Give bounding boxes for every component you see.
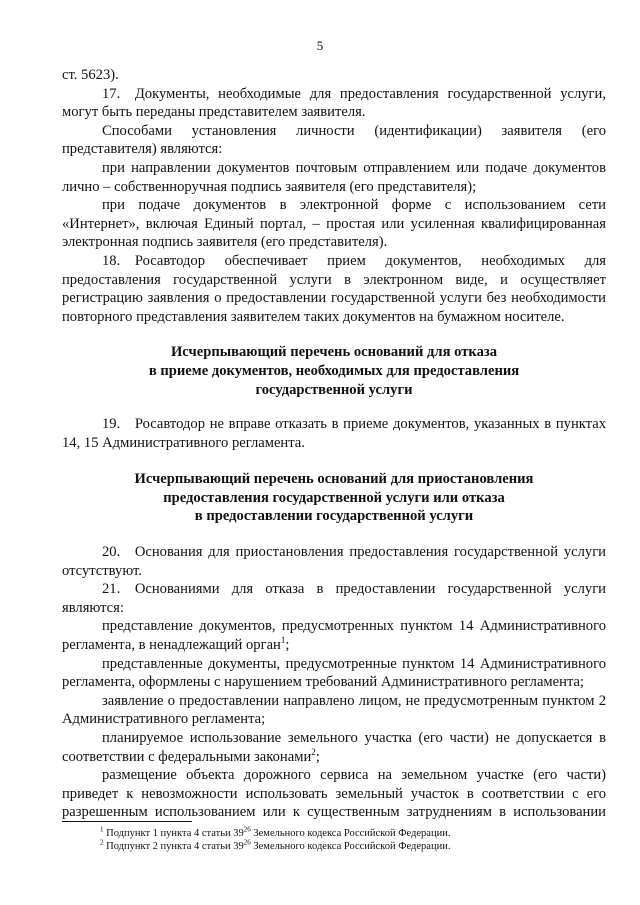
footnote-ref: 2: [311, 746, 316, 757]
paragraph-identification-methods: Способами установления личности (идентификации) заявителя (его представителя) являются:: [62, 122, 606, 158]
heading-line: в предоставлении государственной услуги: [194, 508, 474, 525]
heading-line: Исчерпывающий перечень оснований для отказа: [170, 344, 498, 361]
ground-end: ;: [285, 637, 290, 654]
paragraph-postal-submission: при направлении документов почтовым отправлением или подаче документов лично – собственноручная подпись заявителя (его представителя);: [62, 159, 606, 195]
ground-item: [62, 655, 606, 692]
footnote-sup: 26: [243, 825, 251, 834]
footnote: [62, 840, 606, 853]
ground-item: [62, 766, 606, 822]
footnote: [62, 827, 606, 840]
paragraph-continuation: ст. 5623).: [62, 67, 119, 83]
page-number: 5: [316, 38, 324, 53]
footnotes: [62, 821, 606, 853]
paragraph-17: 17. Документы, необходимые для предоставления государственной услуги, могут быть переданы представителем заявителя.: [62, 85, 606, 121]
ground-item: [62, 692, 606, 729]
section-heading-refusal-acceptance: [62, 343, 606, 399]
footnote-text: Земельного кодекса Российской Федерации.: [250, 841, 451, 852]
footnote-text: Подпункт 1 пункта 4 статьи 39: [106, 828, 244, 839]
heading-line: Исчерпывающий перечень оснований для приостановления: [134, 471, 534, 488]
ground-end: ;: [315, 748, 320, 765]
ground-text: планируемое использование земельного участка (его части) не допускается в соответствии с федеральными законами: [62, 730, 606, 765]
ground-item: [62, 729, 606, 766]
section-heading-suspension-refusal: [62, 470, 606, 526]
ground-item: [62, 617, 606, 654]
ground-text: заявление о предоставлении направлено лицом, не предусмотренным пунктом 2 Административного регламента;: [62, 692, 606, 728]
ground-text: представление документов, предусмотренных пунктом 14 Административного регламента, в ненадлежащий орган: [62, 618, 606, 654]
footnote-sup: 26: [243, 838, 251, 847]
heading-line: предоставления государственной услуги или отказа: [163, 489, 505, 506]
footnote-divider: [62, 821, 192, 822]
paragraph-19: 19. Росавтодор не вправе отказать в приеме документов, указанных в пунктах 14, 15 Административного регламента.: [62, 416, 606, 451]
heading-line: в приеме документов, необходимых для предоставления: [148, 362, 520, 379]
footnote-mark: 1: [100, 825, 104, 834]
footnote-text: Подпункт 2 пункта 4 статьи 39: [106, 841, 244, 852]
footnote-mark: 2: [100, 838, 104, 847]
body-text: [62, 66, 606, 822]
footnote-text: Земельного кодекса Российской Федерации.: [250, 828, 451, 839]
heading-line: государственной услуги: [255, 381, 413, 398]
footnote-ref: 1: [280, 635, 286, 646]
ground-text: размещение объекта дорожного сервиса на земельном участке (его части) приведет к невозможности использовать земельный участок в соответствии с его разрешенным использованием или к существенным затруднениям в использовании: [62, 767, 606, 821]
paragraph-electronic-submission: при подаче документов в электронной форме с использованием сети «Интернет», включая Единый портал, – простая или усиленная квалифицированная электронная подпись заявителя (его представителя).: [62, 197, 606, 251]
ground-text: представленные документы, предусмотренные пунктом 14 Административного регламента, оформлены с нарушением требований Административного регламента;: [62, 655, 606, 691]
paragraph-18: 18. Росавтодор обеспечивает прием документов, необходимых для предоставления государственной услуги в электронном виде, и осуществляет регистрацию заявления о предоставлении государственной услуги без необходимости повторного представления заявителем таких документов на бумажном носителе.: [62, 252, 606, 325]
paragraph-20: 20. Основания для приостановления предоставления государственной услуги отсутствуют.: [62, 544, 606, 579]
paragraph-21: 21. Основаниями для отказа в предоставлении государственной услуги являются:: [62, 581, 606, 616]
